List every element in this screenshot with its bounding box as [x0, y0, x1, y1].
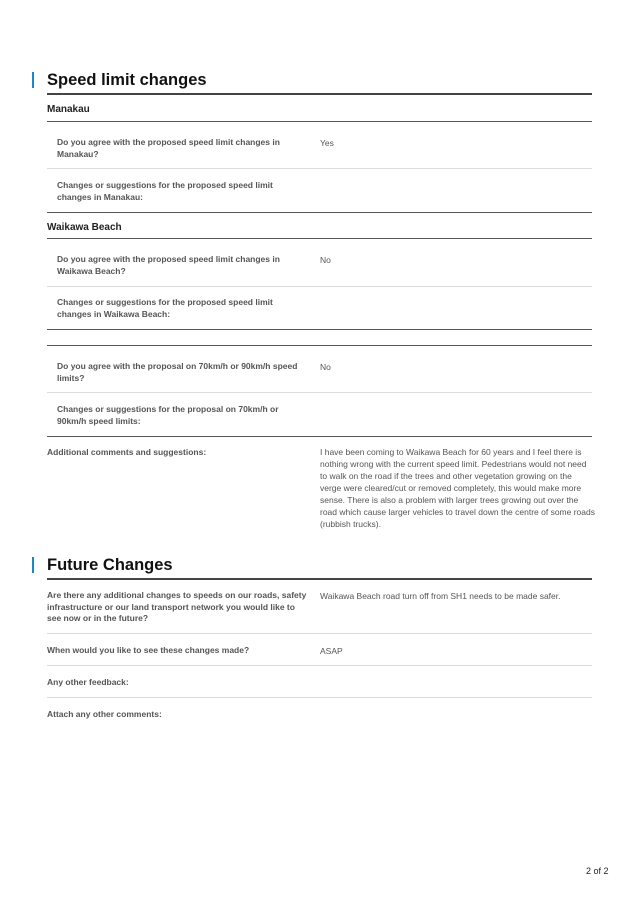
row-divider	[47, 697, 592, 698]
question-other-feedback: Any other feedback:	[47, 677, 129, 687]
section-accent-bar	[32, 72, 34, 88]
section-title-future: Future Changes	[47, 556, 173, 574]
subsection-divider	[47, 121, 592, 122]
question-additional-changes: Are there any additional changes to speeds on our roads, safety infrastructure or our land transport network you would like to see now or in the future?	[47, 590, 307, 623]
subsection-heading-manakau: Manakau	[47, 104, 90, 115]
answer-manakau-agree: Yes	[320, 138, 334, 148]
question-speed-proposal-agree: Do you agree with the proposal on 70km/h or 90km/h speed limits?	[57, 361, 298, 383]
answer-additional-comments: I have been coming to Waikawa Beach for 60 years and I feel there is nothing wrong with the current speed limit. Pedestrians would not need to walk on the road if the trees and other vegetation growing on the verge were cleared/cut or removed completely, this would make more sense. There is also a problem with larger trees growing out over the road which cause larger vehicles to travel down the centre of some roads (rubbish trucks).	[320, 447, 595, 529]
question-when-changes: When would you like to see these changes made?	[47, 645, 250, 655]
question-waikawa-agree: Do you agree with the proposed speed limit changes in Waikawa Beach?	[57, 254, 280, 276]
answer-speed-proposal-agree: No	[320, 362, 331, 372]
question-manakau-agree: Do you agree with the proposed speed limit changes in Manakau?	[57, 137, 280, 159]
question-additional-comments: Additional comments and suggestions:	[47, 447, 207, 457]
answer-additional-changes: Waikawa Beach road turn off from SH1 needs to be made safer.	[320, 591, 561, 601]
section-divider	[47, 93, 592, 95]
subsection-divider	[47, 329, 592, 330]
section-accent-bar	[32, 557, 34, 573]
subsection-divider	[47, 238, 592, 239]
row-divider	[47, 633, 592, 634]
page-number: 2 of 2	[586, 866, 609, 876]
row-divider	[47, 286, 592, 287]
subsection-divider	[47, 212, 592, 213]
section-title-speed: Speed limit changes	[47, 71, 207, 89]
question-attach-comments: Attach any other comments:	[47, 709, 162, 719]
answer-waikawa-agree: No	[320, 255, 331, 265]
subsection-heading-waikawa: Waikawa Beach	[47, 222, 122, 233]
question-waikawa-suggestions: Changes or suggestions for the proposed speed limit changes in Waikawa Beach:	[57, 297, 273, 319]
answer-when-changes: ASAP	[320, 646, 343, 656]
subsection-divider	[47, 345, 592, 346]
question-speed-proposal-suggestions: Changes or suggestions for the proposal on 70km/h or 90km/h speed limits:	[57, 404, 279, 426]
row-divider	[47, 168, 592, 169]
row-divider	[47, 665, 592, 666]
row-divider	[47, 392, 592, 393]
section-divider	[47, 578, 592, 580]
subsection-divider	[47, 436, 592, 437]
question-manakau-suggestions: Changes or suggestions for the proposed speed limit changes in Manakau:	[57, 180, 273, 202]
